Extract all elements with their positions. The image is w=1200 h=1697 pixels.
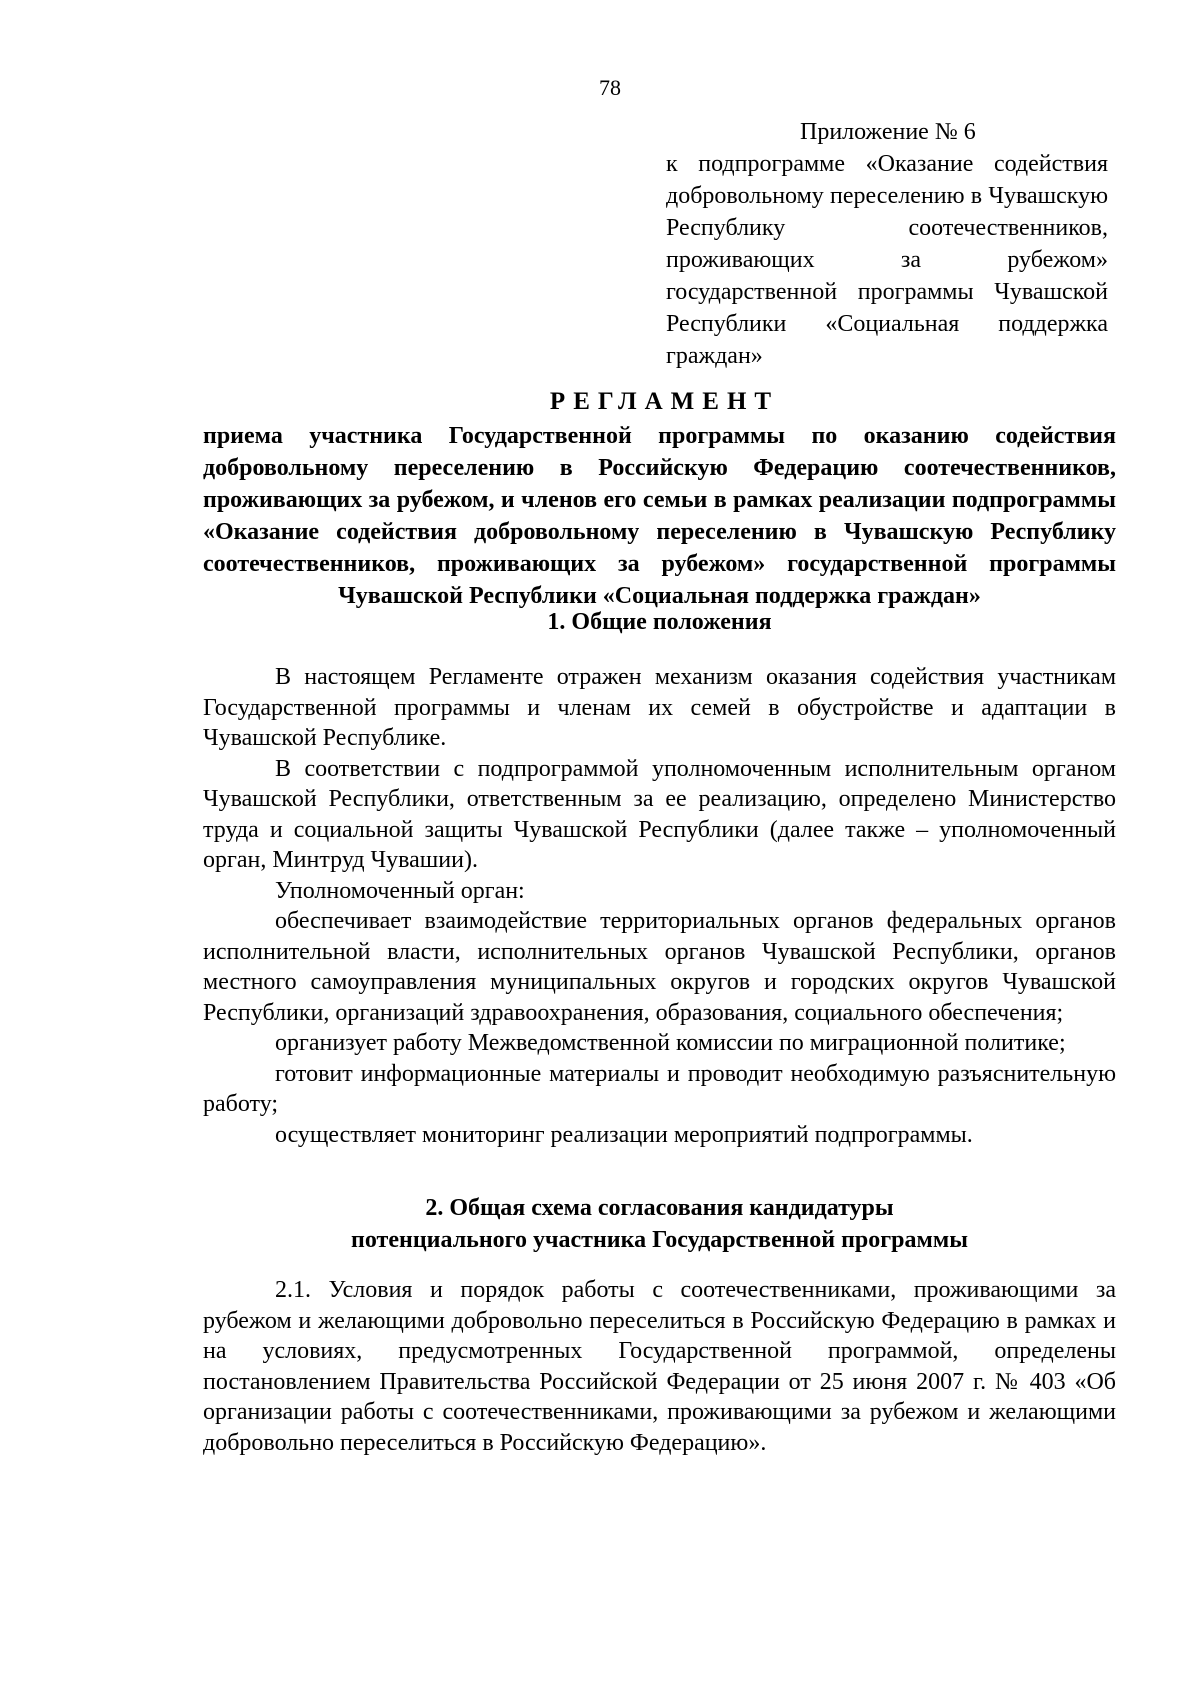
document-title: РЕГЛАМЕНТ xyxy=(549,388,780,415)
section-1-body xyxy=(203,662,1116,1150)
paragraph: 2.1. Условия и порядок работы с соотечественниками, проживающими за рубежом и желающими добровольно переселиться в Российскую Федерацию в рамках и на условиях, предусмотренных Государственной программой, определены постановлением Правительства Российской Федерации от 25 июня 2007 г. № 403 «Об организации работы с соотечественниками, проживающими за рубежом и желающими добровольно переселиться в Российскую Федерацию». xyxy=(203,1277,1116,1456)
section-1-heading: 1. Общие положения xyxy=(547,609,772,635)
paragraph: обеспечивает взаимодействие территориальных органов федеральных органов исполнительной власти, исполнительных органов Чувашской Республики, органов местного самоуправления муниципальных округов и городских округов Чувашской Республики, организаций здравоохранения, образования, социального обеспечения; xyxy=(203,908,1116,1026)
paragraph: В настоящем Регламенте отражен механизм оказания содействия участникам Государственной программы и членам их семей в обустройстве и адаптации в Чувашской Республике. xyxy=(203,664,1116,751)
section-2-body xyxy=(203,1275,1116,1458)
document-title-block xyxy=(203,386,1116,612)
section-2-heading-line-1: 2. Общая схема согласования кандидатуры xyxy=(425,1195,894,1221)
paragraph: организует работу Межведомственной комиссии по миграционной политике; xyxy=(275,1030,1066,1056)
page-number: 78 xyxy=(599,75,621,100)
paragraph: осуществляет мониторинг реализации мероприятий подпрограммы. xyxy=(275,1121,973,1148)
appendix-title: Приложение № 6 xyxy=(800,119,976,145)
section-2-heading xyxy=(203,1192,1116,1256)
paragraph: Уполномоченный орган: xyxy=(275,877,525,904)
section-2-heading-line-2: потенциального участника Государственной программы xyxy=(351,1227,968,1253)
appendix-block xyxy=(666,116,1108,372)
paragraph: готовит информационные материалы и проводит необходимую разъяснительную работу; xyxy=(203,1060,1116,1117)
document-subtitle: приема участника Государственной программы по оказанию содействия добровольному переселению в Российскую Федерацию соотечественников, проживающих за рубежом, и членов его семьи в рамках реализации подпрограммы «Оказание содействия добровольному переселению в Чувашскую Республику соотечественников, проживающих за рубежом» государственной программы Чувашской Республики «Социальная поддержка граждан» xyxy=(203,423,1116,609)
paragraph: В соответствии с подпрограммой уполномоченным исполнительным органом Чувашской Республики, ответственным за ее реализацию, определено Министерство труда и социальной защиты Чувашской Республики (далее также – уполномоченный орган, Минтруд Чувашии). xyxy=(203,755,1116,873)
appendix-text: к подпрограмме «Оказание содействия добровольному переселению в Чувашскую Республику соотечественников, проживающих за рубежом» государственной программы Чувашской Республики «Социальная поддержка граждан» xyxy=(666,151,1108,369)
